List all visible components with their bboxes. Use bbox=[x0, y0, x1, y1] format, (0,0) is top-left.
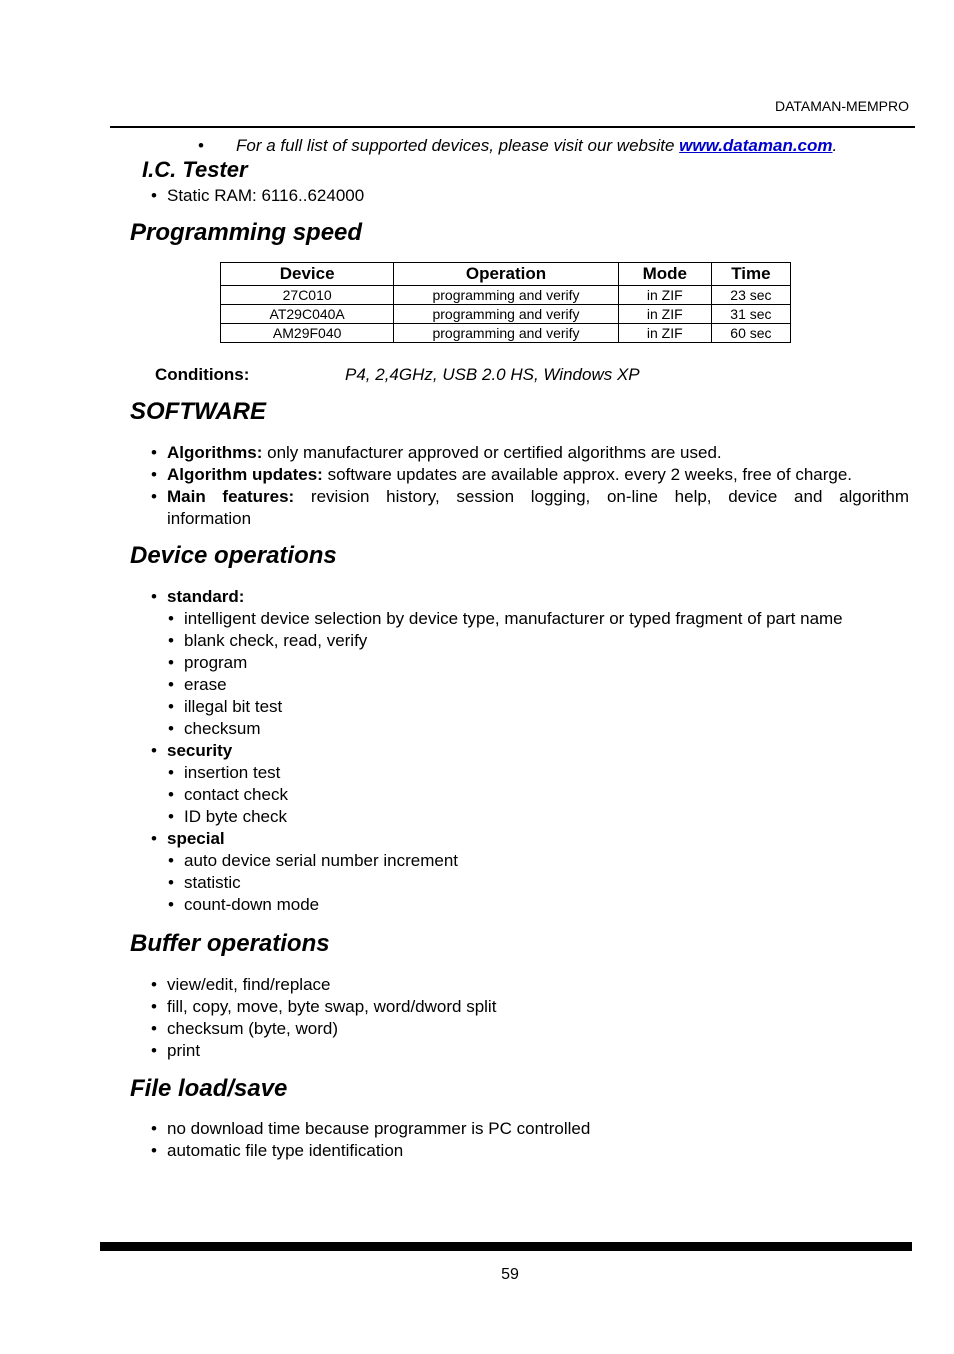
bullet-icon bbox=[168, 718, 184, 740]
list-item bbox=[151, 674, 843, 696]
column-header-time: Time bbox=[711, 263, 790, 286]
list-item-text: contact check bbox=[184, 785, 288, 804]
list-item-text: checksum (byte, word) bbox=[167, 1019, 338, 1038]
device-operations-heading: Device operations bbox=[130, 542, 337, 569]
file-load-save-list bbox=[151, 1118, 590, 1162]
group-title: standard: bbox=[167, 587, 245, 606]
list-item-text: revision history, session logging, on-line help, device and algorithm bbox=[294, 487, 909, 506]
list-item-term: Main features: bbox=[167, 487, 295, 506]
bullet-icon bbox=[168, 850, 184, 872]
bullet-icon bbox=[151, 185, 167, 207]
device-operations-list bbox=[151, 586, 843, 916]
conditions-value: P4, 2,4GHz, USB 2.0 HS, Windows XP bbox=[345, 365, 640, 384]
list-item bbox=[151, 1018, 496, 1040]
list-item-text: blank check, read, verify bbox=[184, 631, 368, 650]
list-item bbox=[151, 718, 843, 740]
conditions-label: Conditions: bbox=[155, 365, 250, 384]
list-item bbox=[151, 850, 843, 872]
table-cell: programming and verify bbox=[394, 286, 618, 305]
bullet-icon bbox=[151, 1118, 167, 1140]
list-item bbox=[151, 784, 843, 806]
list-item bbox=[151, 872, 843, 894]
list-item bbox=[151, 1040, 496, 1062]
bullet-icon bbox=[168, 674, 184, 696]
ic-tester-list bbox=[151, 185, 364, 207]
list-item-text: insertion test bbox=[184, 763, 281, 782]
table-cell: programming and verify bbox=[394, 324, 618, 343]
list-item-text: fill, copy, move, byte swap, word/dword split bbox=[167, 997, 497, 1016]
bullet-icon bbox=[168, 762, 184, 784]
list-item-text: automatic file type identification bbox=[167, 1141, 404, 1160]
bullet-icon bbox=[151, 442, 167, 464]
list-item bbox=[151, 630, 843, 652]
list-item-text: only manufacturer approved or certified algorithms are used. bbox=[262, 443, 722, 462]
list-item bbox=[151, 486, 909, 530]
bullet-icon bbox=[151, 974, 167, 996]
bullet-icon bbox=[168, 696, 184, 718]
list-item-text: no download time because programmer is PC controlled bbox=[167, 1119, 591, 1138]
list-item bbox=[151, 464, 909, 486]
bullet-icon bbox=[151, 464, 167, 486]
group-item-security bbox=[151, 740, 843, 762]
table-cell: 60 sec bbox=[711, 324, 790, 343]
bullet-icon bbox=[151, 586, 167, 608]
list-item bbox=[151, 652, 843, 674]
bullet-icon bbox=[151, 486, 167, 508]
table-cell: in ZIF bbox=[618, 324, 711, 343]
table-cell: 27C010 bbox=[221, 286, 394, 305]
list-item bbox=[151, 894, 843, 916]
column-header-operation: Operation bbox=[394, 263, 618, 286]
ic-tester-heading: I.C. Tester bbox=[142, 157, 248, 182]
list-item bbox=[151, 996, 496, 1018]
list-item-continuation: information bbox=[167, 509, 252, 528]
table-row bbox=[221, 305, 791, 324]
supported-devices-note bbox=[198, 135, 837, 157]
list-item-text: illegal bit test bbox=[184, 697, 283, 716]
list-item bbox=[151, 608, 843, 630]
list-item bbox=[151, 185, 364, 207]
bullet-icon bbox=[151, 740, 167, 762]
list-item bbox=[151, 696, 843, 718]
table-row bbox=[221, 286, 791, 305]
file-load-save-heading: File load/save bbox=[130, 1075, 288, 1102]
list-item-text: program bbox=[184, 653, 248, 672]
list-item bbox=[151, 1140, 590, 1162]
table-cell: programming and verify bbox=[394, 305, 618, 324]
column-header-device: Device bbox=[221, 263, 394, 286]
bullet-icon bbox=[151, 996, 167, 1018]
table-cell: AM29F040 bbox=[221, 324, 394, 343]
programming-speed-table bbox=[220, 262, 791, 343]
column-header-mode: Mode bbox=[618, 263, 711, 286]
page-number: 59 bbox=[501, 1266, 519, 1283]
table-cell: AT29C040A bbox=[221, 305, 394, 324]
list-item bbox=[151, 1118, 590, 1140]
table-row bbox=[221, 324, 791, 343]
list-item-text: Static RAM: 6116..624000 bbox=[167, 186, 365, 205]
note-suffix: . bbox=[832, 136, 838, 155]
bullet-icon bbox=[168, 608, 184, 630]
software-heading: SOFTWARE bbox=[130, 398, 266, 425]
bullet-icon bbox=[168, 630, 184, 652]
group-title: security bbox=[167, 741, 233, 760]
buffer-operations-heading: Buffer operations bbox=[130, 930, 330, 957]
website-link[interactable]: www.dataman.com bbox=[679, 136, 833, 155]
list-item bbox=[151, 974, 496, 996]
table-cell: 31 sec bbox=[711, 305, 790, 324]
bullet-icon bbox=[198, 135, 236, 157]
bullet-icon bbox=[168, 806, 184, 828]
programming-speed-heading: Programming speed bbox=[130, 219, 363, 246]
table-cell: 23 sec bbox=[711, 286, 790, 305]
list-item-text: intelligent device selection by device type, manufacturer or typed fragment of part name bbox=[184, 609, 843, 628]
software-list bbox=[151, 442, 909, 530]
list-item-text: view/edit, find/replace bbox=[167, 975, 331, 994]
table-header-row bbox=[221, 263, 791, 286]
bullet-icon bbox=[168, 894, 184, 916]
list-item-text: ID byte check bbox=[184, 807, 287, 826]
list-item-text: erase bbox=[184, 675, 227, 694]
bullet-icon bbox=[168, 872, 184, 894]
table-cell: in ZIF bbox=[618, 305, 711, 324]
list-item-term: Algorithms: bbox=[167, 443, 263, 462]
bullet-icon bbox=[151, 1018, 167, 1040]
bullet-icon bbox=[168, 652, 184, 674]
note-text: For a full list of supported devices, please visit our website bbox=[236, 136, 680, 155]
list-item-text: statistic bbox=[184, 873, 241, 892]
running-header: DATAMAN-MEMPRO bbox=[774, 98, 909, 114]
group-item-standard bbox=[151, 586, 843, 608]
buffer-operations-list bbox=[151, 974, 496, 1062]
group-title: special bbox=[167, 829, 225, 848]
bullet-icon bbox=[151, 828, 167, 850]
header-rule bbox=[110, 126, 915, 128]
group-item-special bbox=[151, 828, 843, 850]
list-item-text: count-down mode bbox=[184, 895, 320, 914]
bullet-icon bbox=[151, 1140, 167, 1162]
list-item-text: checksum bbox=[184, 719, 261, 738]
list-item bbox=[151, 762, 843, 784]
footer-rule bbox=[100, 1242, 912, 1251]
bullet-icon bbox=[151, 1040, 167, 1062]
list-item bbox=[151, 442, 909, 464]
list-item-term: Algorithm updates: bbox=[167, 465, 323, 484]
list-item bbox=[151, 806, 843, 828]
list-item-text: auto device serial number increment bbox=[184, 851, 459, 870]
bullet-icon bbox=[168, 784, 184, 806]
list-item-text: print bbox=[167, 1041, 201, 1060]
list-item-text: software updates are available approx. every 2 weeks, free of charge. bbox=[322, 465, 853, 484]
table-cell: in ZIF bbox=[618, 286, 711, 305]
